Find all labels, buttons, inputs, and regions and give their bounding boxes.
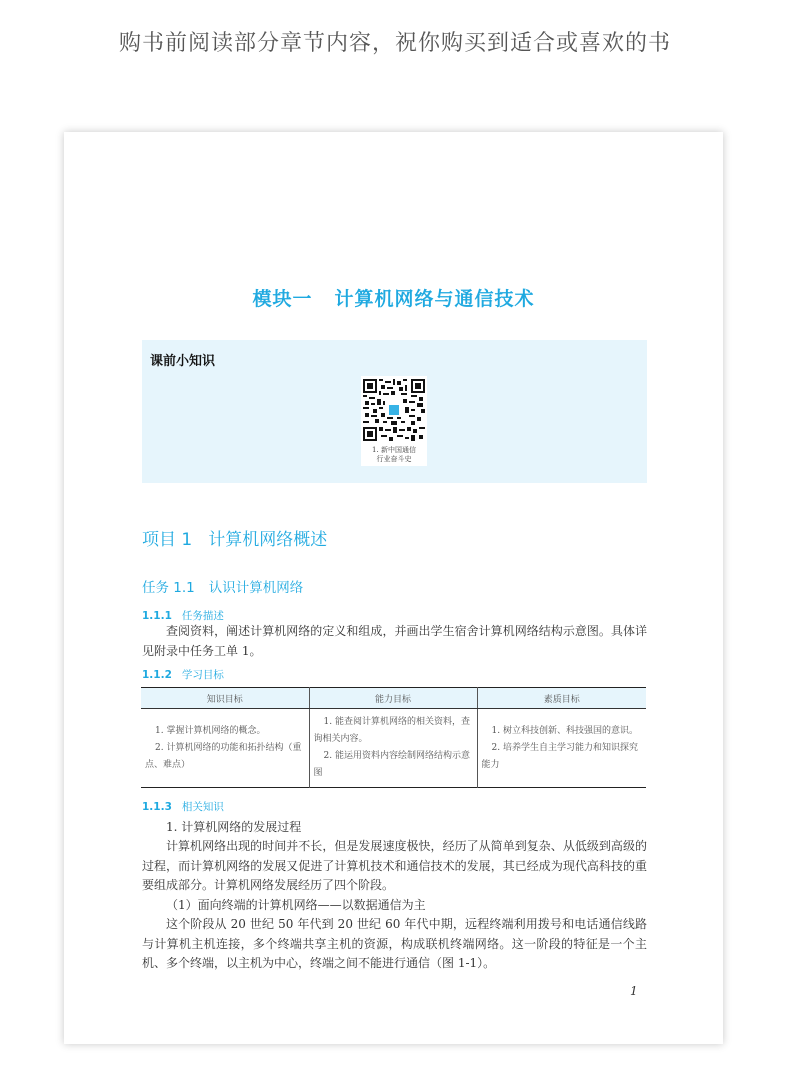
section-1-1-1-heading	[142, 608, 224, 623]
project-title	[142, 525, 327, 550]
quality-item-2: 2. 培养学生自主学习能力和知识探究能力	[481, 742, 638, 770]
table-header-row	[141, 688, 646, 709]
knowledge-item-2: 2. 计算机网络的功能和拓扑结构（重点、难点）	[145, 742, 302, 770]
qr-caption	[361, 446, 427, 464]
ability-cell	[309, 709, 477, 788]
ability-item-2: 2. 能运用资料内容绘制网络结构示意图	[313, 751, 470, 778]
task-prefix: 任务 1.1	[142, 580, 195, 596]
header-ability: 能力目标	[309, 688, 477, 709]
project-title-text: 计算机网络概述	[208, 530, 328, 550]
section-title: 学习目标	[181, 669, 224, 681]
project-prefix: 项目 1	[142, 530, 193, 550]
module-prefix: 模块一	[252, 288, 313, 310]
pre-class-knowledge-box	[142, 340, 647, 483]
qr-caption-line2: 行业奋斗史	[376, 455, 412, 463]
quality-item-1: 1. 树立科技创新、科技强国的意识。	[491, 725, 638, 736]
page-number: 1	[630, 984, 638, 998]
module-title-text: 计算机网络与通信技术	[334, 288, 535, 310]
table-row	[141, 709, 646, 788]
section-number: 1.1.2	[142, 669, 172, 681]
book-page	[64, 132, 723, 1044]
qr-caption-line1: 1. 新中国通信	[372, 446, 416, 454]
learning-objectives-table	[141, 687, 646, 788]
header-quality: 素质目标	[477, 688, 646, 709]
quality-cell	[477, 709, 646, 788]
section-number: 1.1.1	[142, 610, 172, 622]
subheading-development-process: 1. 计算机网络的发展过程	[166, 820, 302, 834]
section-number: 1.1.3	[142, 801, 172, 813]
task-description-paragraph: 查阅资料，阐述计算机网络的定义和组成，并画出学生宿舍计算机网络结构示意图。具体详见附录中任务工单 1。	[142, 624, 647, 658]
knowledge-item-1: 1. 掌握计算机网络的概念。	[155, 725, 266, 736]
qr-code-icon[interactable]	[363, 378, 425, 442]
knowledge-cell	[141, 709, 309, 788]
development-paragraph: 计算机网络出现的时间并不长，但是发展速度极快，经历了从简单到复杂、从低级到高级的过程，而计算机网络的发展又促进了计算机技术和通信技术的发展，其已经成为现代高科技的重要组成部分。计算机网络发展经历了四个阶段。	[142, 839, 647, 892]
stage-1-paragraph: 这个阶段从 20 世纪 50 年代到 20 世纪 60 年代中期，远程终端利用拨号和电话通信线路与计算机主机连接，多个终端共享主机的资源，构成联机终端网络。这一阶段的特征是一个主机、多个终端，以主机为中心，终端之间不能进行通信（图 1-1）。	[142, 917, 647, 970]
ability-item-1: 1. 能查阅计算机网络的相关资料，查询相关内容。	[313, 717, 470, 744]
module-title	[64, 284, 723, 311]
section-1-1-2-heading	[142, 667, 224, 682]
pre-class-title: 课前小知识	[150, 354, 216, 369]
task-title	[142, 576, 303, 596]
section-1-1-3-heading	[142, 799, 224, 814]
section-title: 相关知识	[181, 801, 224, 813]
qr-card[interactable]	[361, 376, 427, 466]
header-knowledge: 知识目标	[141, 688, 309, 709]
task-title-text: 认识计算机网络	[208, 580, 304, 596]
preview-banner: 购书前阅读部分章节内容，祝你购买到适合或喜欢的书	[118, 31, 671, 56]
section-title: 任务描述	[181, 610, 224, 622]
stage-1-heading: （1）面向终端的计算机网络——以数据通信为主	[166, 898, 426, 912]
